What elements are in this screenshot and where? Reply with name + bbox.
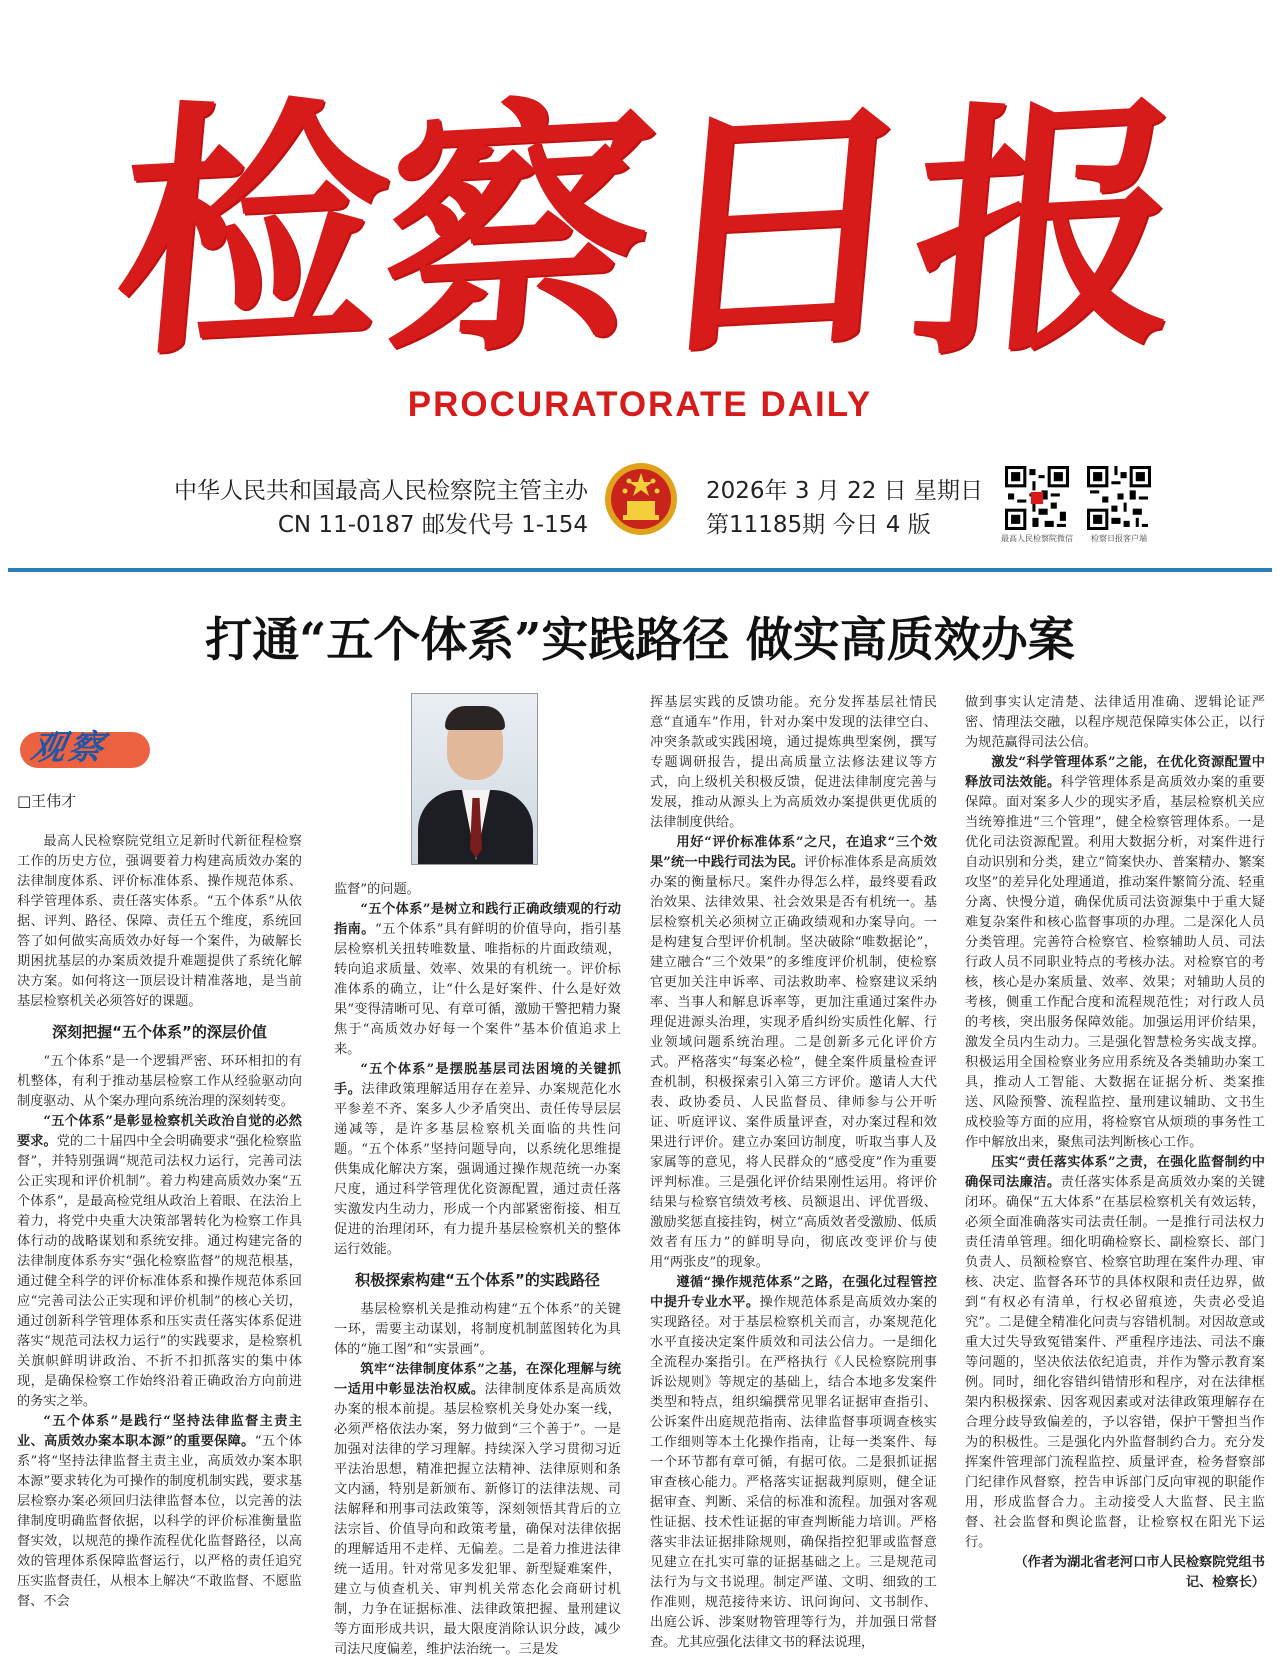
byline: □王伟才 — [17, 792, 77, 810]
paragraph-text: 操作规范体系是高质效办案的实现路径。对于基层检察机关而言，办案规范化水平直接决定案件质效和司法公信力。一是细化全流程办案指引。在严格执行《人民检察院刑事诉讼规则》等规定的基础上，结合本地多发案件类型和特点，组织编撰常见罪名证据审查指引、公诉案件出庭规范指南、法律监督事项调查核实工作细则等本土化操作指南，让每一类案件、每一个环节都有章可循，有据可依。二是狠抓证据审查核心能力。严格落实证据裁判原则，健全证据审查、判断、采信的标准和流程。加强对客观性证据、技术性证据的审查判断能力培训。严格落实非法证据排除规则，确保指控犯罪或监督意见建立在扎实可靠的证据基础之上。三是规范司法行为与文书说理。制定严谨、文明、细致的工作准则，规范接待来访、讯问询问、文书制作、出庭公诉、涉案财物管理等行为，并加强日常督查。尤其应强化法律文书的释法说理， — [650, 1295, 937, 1650]
paragraph-text: 责任落实体系是高质效办案的关键闭环。确保“五大体系”在基层检察机关有效运转，必须全面准确落实司法责任制。一是推行司法权力责任清单管理。细化明确检察长、副检察长、部门负责人、员额检察官、检察官助理在案件办理、审核、决定、监督各环节的具体权限和责任边界，做到“有权必有清单，行权必留痕迹，失责必受追究”。二是健全精准化问责与容错机制。对因故意或重大过失导致冤错案件、严重程序违法、司法不廉等问题的，坚决依法依纪追责，并作为警示教育案例。同时，细化容错纠错情形和程序，对在法律框架内积极探索、因客观因素或对法律政策理解存在合理分歧导致偏差的，予以容错，保护干警担当作为的积极性。三是强化内外监督制约合力。充分发挥案件管理部门流程监控、质量评查，检务督察部门纪律作风督察，控告申诉部门反向审视的职能作用，形成监督合力。主动接受人大监督、民主监督、社会监督和舆论监督，让检察权在阳光下运行。 — [965, 1175, 1265, 1550]
newspaper-logo — [105, 67, 1195, 393]
paragraph — [965, 753, 1265, 1153]
article-column-2 — [334, 880, 621, 1665]
paragraph — [650, 1273, 937, 1653]
paragraph: 最高人民检察院党组立足新时代新征程检察工作的历史方位，强调要着力构建高质效办案的法律制度体系、评价标准体系、操作规范体系、科学管理体系、责任落实体系。“五个体系”从依据、评判、路径、保障、责任五个维度，系统回答了如何做实高质效办好每一个案件，为破解长期困扰基层的办案质效提升难题提供了系统化解决方案。如何将这一顶层设计精准落地，是当前基层检察机关必须答好的课题。 — [17, 834, 302, 1009]
paragraph — [334, 1060, 621, 1260]
qr-code-icon[interactable] — [1087, 466, 1151, 530]
article-column-3 — [650, 693, 937, 1667]
cn-code-line: CN 11-0187 邮发代号 1-154 — [277, 512, 588, 538]
paragraph — [17, 1412, 302, 1612]
photo-hair — [445, 706, 505, 730]
paragraph-text: 科学管理体系是高质效办案的重要保障。面对案多人少的现实矛盾，基层检察机关应当统筹推进“三个管理”，健全检察管理体系。一是优化司法资源配置。利用大数据分析，对案件进行自动识别和分类，建立“简案快办、普案精办、繁案攻坚”的差异化处理通道，推动案件繁简分流、轻重分离、快慢分道，确保优质司法资源集中于重大疑难复杂案件和核心监督事项的办理。二是深化人员分类管理。完善符合检察官、检察辅助人员、司法行政人员不同职业特点的考核办法。对检察官的考核，核心是办案质量、效率、效果；对辅助人员的考核，侧重工作配合度和流程规范性；对行政人员的考核，突出服务保障效能。加强运用评价结果，激发全员内生动力。三是强化智慧检务实战支撑。积极运用全国检察业务应用系统及各类辅助办案工具，推动人工智能、大数据在证据分析、类案推送、风险预警、流程监控、量刑建议辅助、文书生成校验等方面的应用，将检察官从烦琐的事务性工作中解放出来，聚焦司法判断核心工作。 — [965, 775, 1265, 1150]
date-line: 2026年 3 月 22 日 星期日 — [706, 478, 983, 504]
column-name: 观察 — [27, 728, 109, 768]
paragraph: 基层检察机关是推动构建“五个体系”的关键一环，需要主动谋划，将制度机制蓝图转化为具体的“施工图”和“实景画”。 — [334, 1302, 621, 1357]
paragraph — [17, 1112, 302, 1412]
paragraph — [965, 1153, 1265, 1553]
column-logo — [14, 712, 154, 774]
section-heading: 深刻把握“五个体系”的深层价值 — [52, 1023, 267, 1041]
english-title: PROCURATORATE DAILY — [407, 385, 873, 424]
paragraph: 挥基层实践的反馈功能。充分发挥基层社情民意“直通车”作用，针对办案中发现的法律空白、冲突条款或实践困境，通过提炼典型案例，撰写专题调研报告，提出高质量立法修法建议等方式，向上级机关积极反馈，促进法律制度完善与发展，推动从源头上为高质效办案提供更优质的法律制度供给。 — [650, 695, 937, 830]
logo-char: 报 — [900, 67, 1195, 393]
paragraph-text: “五个体系”具有鲜明的价值导向，指引基层检察机关扭转唯数量、唯指标的片面政绩观，转向追求质量、效率、效果的有机统一。评价标准体系的确立，让“什么是好案件、什么是好效果”变得清晰可见、有章可循，激励干警把精力聚焦于“高质效办好每一个案件”基本价值追求上来。 — [334, 922, 621, 1057]
paragraph: 监督”的问题。 — [334, 882, 420, 897]
masthead — [0, 0, 1280, 575]
qr-code-icon[interactable] — [1005, 466, 1069, 530]
paragraph-text: 党的二十届四中全会明确要求“强化检察监督”，并特别强调“规范司法权力运行，完善司法公正实现和评价机制”。着力构建高质效办案“五个体系”，是最高检党组从政治上着眼、在法治上着力，将党中央重大决策部署转化为检察工作具体行动的战略谋划和系统安排。通过构建完备的法律制度体系夯实“强化检察监督”的规范根基，通过健全科学的评价标准体系和操作规范体系回应“完善司法公正实现和评价机制”的核心关切，通过创新科学管理体系和压实责任落实体系促进落实“规范司法权力运行”的实践要求，是检察机关旗帜鲜明讲政治、不折不扣抓落实的集中体现，是确保检察工作始终沿着正确政治方向前进的务实之举。 — [17, 1134, 302, 1409]
issue-line: 第11185期 今日 4 版 — [706, 512, 931, 538]
paragraph: 做到事实认定清楚、法律适用准确、逻辑论证严密、情理法交融，以程序规范保障实体公正，以行为规范赢得司法公信。 — [965, 695, 1265, 750]
logo-char: 检 — [105, 67, 400, 393]
paragraph — [334, 900, 621, 1060]
paragraph-text: 评价标准体系是高质效办案的衡量标尺。案件办得怎么样，最终要看政治效果、法律效果、社会效果是否有机统一。基层检察机关必须树立正确政绩观和办案导向。一是构建复合型评价机制。坚决破除“唯数据论”，建立融合“三个效果”的多维度评价机制，使检察官更加关注申诉率、司法救助率、检察建议采纳率、当事人和解息诉率等，更加注重通过案件办理促进源头治理，实现矛盾纠纷实质性化解、行业领域问题系统治理。二是创新多元化评价方式。严格落实“每案必检”，健全案件质量检查评查机制，积极探索引入第三方评价。邀请人大代表、政协委员、人民监督员、律师参与公开听证、听庭评议、案件质量评查，对办案过程和效果进行评价。建立办案回访制度，听取当事人及家属等的意见，将人民群众的“感受度”作为重要评判标准。三是强化评价结果刚性运用。将评价结果与检察官绩效考核、员额退出、评优晋级、激励奖惩直接挂钩，树立“高质效者受激励、低质效者有压力”的鲜明导向，彻底改变评价与使用“两张皮”的现象。 — [650, 855, 937, 1270]
paragraph — [650, 833, 937, 1273]
lead-phrase: 遵循“操作规范体系”之路，在强化过程管控中提升专业水平。 — [650, 1275, 937, 1310]
paragraph: “五个体系”是一个逻辑严密、环环相扣的有机整体，有利于推动基层检察工作从经验驱动向制度驱动、从个案办理向系统治理的深刻转变。 — [17, 1054, 302, 1109]
author-note: （作者为湖北省老河口市人民检察院党组书记、检察长） — [1014, 1555, 1265, 1590]
paragraph-text: 法律政策理解适用存在差异、办案规范化水平参差不齐、案多人少矛盾突出、责任传导层层递减等，是许多基层检察机关面临的共性问题。“五个体系”坚持问题导向，以系统化思维提供集成化解决方案，强调通过操作规范统一办案尺度，通过科学管理优化资源配置，通过责任落实激发内生动力，形成一个内部紧密衔接、相互促进的治理闭环，有力提升基层检察机关的整体运行效能。 — [334, 1082, 621, 1257]
logo-char: 察 — [370, 67, 665, 393]
lead-phrase: 用好“评价标准体系”之尺，在追求“三个效果”统一中践行司法为民。 — [650, 835, 937, 870]
lead-phrase: “五个体系”是摆脱基层司法困境的关键抓手。 — [334, 1062, 621, 1097]
paragraph-text: 法律制度体系是高质效办案的根本前提。基层检察机关身处办案一线，必须严格依法办案，努力做到“三个善于”。一是加强对法律的学习理解。持续深入学习贯彻习近平法治思想，精准把握立法精神、法律原则和条文内涵，特别是新颁布、新修订的法律法规、司法解释和刑事司法政策等，深刻领悟其背后的立法宗旨、价值导向和政策考量，确保对法律依据的理解适用不走样、无偏差。二是着力推进法律统一适用。针对常见多发犯罪、新型疑难案件，建立与侦查机关、审判机关常态化会商研讨机制，力争在证据标准、法律政策把握、量刑建议等方面形成共识，最大限度消除认识分歧，减少司法尺度偏差，维护法治统一。三是发 — [334, 1382, 621, 1657]
qr-caption: 最高人民检察院微信 — [1001, 534, 1073, 543]
qr-caption: 检察日报客户端 — [1091, 534, 1147, 543]
logo-char: 日 — [635, 67, 930, 393]
article-column-1 — [17, 832, 302, 1667]
lead-phrase: 压实“责任落实体系”之责，在强化监督制约中确保司法廉洁。 — [965, 1155, 1265, 1190]
lead-phrase: “五个体系”是树立和践行正确政绩观的行动指南。 — [334, 902, 621, 937]
publication-info — [138, 474, 588, 542]
article-column-4 — [965, 693, 1265, 1667]
lead-phrase: “五个体系”是彰显检察机关政治自觉的必然要求。 — [17, 1114, 302, 1149]
section-heading: 积极探索构建“五个体系”的实践路径 — [355, 1271, 600, 1289]
issue-info — [706, 474, 1006, 542]
lead-phrase: 激发“科学管理体系”之能，在优化资源配置中释放司法效能。 — [965, 755, 1265, 790]
procuratorate-emblem-icon — [603, 461, 679, 537]
author-photo — [411, 693, 538, 865]
article-headline: 打通“五个体系”实践路径 做实高质效办案 — [205, 613, 1075, 668]
lead-phrase: 筑牢“法律制度体系”之基，在深化理解与统一适用中彰显法治权威。 — [334, 1362, 621, 1397]
sponsor-line: 中华人民共和国最高人民检察院主管主办 — [174, 478, 588, 504]
lead-phrase: “五个体系”是践行“坚持法律监督主责主业、高质效办案本职本源”的重要保障。 — [17, 1414, 302, 1449]
divider — [8, 568, 1272, 572]
paragraph-text: “五个体系”将“坚持法律监督主责主业，高质效办案本职本源”要求转化为可操作的制度机制实践，要求基层检察办案必须回归法律监督本位，以完善的法律制度明确监督依据，以科学的评价标准衡量监督实效，以规范的操作流程优化监督路径，以高效的管理体系保障监督运行，以严格的责任追究压实监督责任，从根本上解决“不敢监督、不愿监督、不会 — [17, 1434, 302, 1609]
paragraph — [334, 1360, 621, 1660]
